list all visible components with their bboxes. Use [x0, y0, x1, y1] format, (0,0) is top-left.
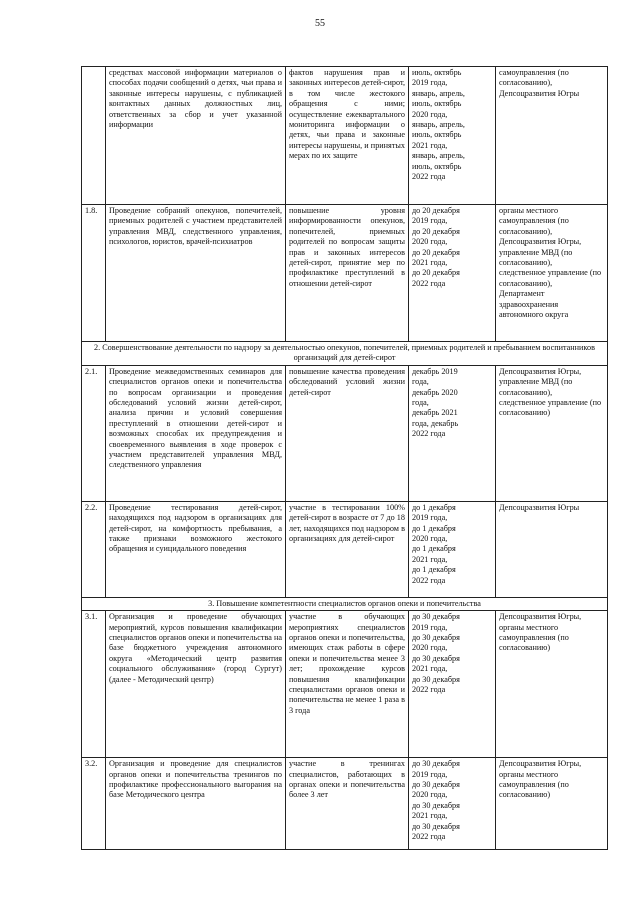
cell-line: июль, октябрь	[412, 68, 462, 77]
cell-line: 2019 года,	[412, 622, 448, 632]
section-header	[82, 597, 608, 610]
event-cell: средствах массовой информации материалов о способах подачи сообщений о детях, чьи права и законные интересы нарушены, с публикацией контактных данных должностных лиц, ответственных за сбор и учет указанной информации	[106, 67, 286, 205]
cell-line: органы местного самоуправления (по согласованию)	[499, 769, 569, 800]
cell-line: до 30 декабря	[412, 780, 460, 790]
cell-line: 2020 года,	[412, 790, 448, 800]
cell-line: 2020 года,	[412, 109, 448, 119]
cell-line: 2022 года	[412, 172, 446, 182]
result-cell: повышение уровня информированности опекунов, попечителей, приемных родителей по вопросам защиты прав и законных интересов детей-сирот, принятие мер по профилактике преступлений в отношении детей-сирот	[286, 205, 409, 342]
cell-line: 2022 года	[412, 832, 446, 842]
cell-line: управление МВД (по согласованию),	[499, 247, 573, 268]
cell-line: следственное управление (по согласованию)	[499, 398, 602, 418]
cell-line: январь, апрель,	[412, 120, 465, 130]
cell-line: до 30 декабря	[412, 821, 460, 831]
cell-line: 2019 года,	[412, 513, 448, 523]
table-row	[82, 205, 608, 342]
dates-cell	[409, 611, 496, 758]
cell-line: июль, октябрь	[412, 130, 462, 140]
event-cell: Проведение межведомственных семинаров для специалистов органов опеки и попечительства по вопросам организации и проведения обследований условий жизни детей-сирот, анализа причин и условий совершения преступлений в отношении детей-сирот и возможных способах их предупреждения и своевременного выявления в ходе проверок с участием представителей управления МВД, следственного управления	[106, 365, 286, 501]
cell-line: управление МВД (по согласованию),	[499, 377, 573, 397]
row-number: 2.2.	[82, 501, 106, 597]
section-title: 3. Повышение компетентности специалистов органов опеки и попечительства	[82, 597, 608, 610]
cell-line: 2020 года,	[412, 237, 448, 247]
cell-line: до 20 декабря	[412, 247, 460, 257]
cell-line: Депсоцразвития Югры,	[499, 612, 582, 622]
row-number: 2.1.	[82, 365, 106, 501]
executors-cell	[496, 205, 608, 342]
cell-line: 2022 года	[412, 685, 446, 695]
cell-line: до 1 декабря	[412, 565, 456, 575]
cell-line: года,	[412, 377, 429, 387]
event-cell: Организация и проведение обучающих мероприятий, курсов повышения квалификации специалистов органов опеки и попечительства на базе бюджетного учреждения автономного округа «Методический центр развития социального обслуживания» (город Сургут) (далее - Методический центр)	[106, 611, 286, 758]
dates-cell	[409, 501, 496, 597]
cell-line: органы местного самоуправления (по согласованию)	[499, 622, 569, 653]
section-header	[82, 342, 608, 366]
row-number: 3.2.	[82, 758, 106, 850]
cell-line: 2019 года,	[412, 78, 448, 88]
row-number: 1.8.	[82, 205, 106, 342]
dates-cell	[409, 205, 496, 342]
result-cell: участие в обучающих мероприятиях специалистов органов опеки и попечительства, имеющих стаж работы в сфере опеки и попечительства менее 3 лет; прохождение курсов повышения квалификации специалистами органов опеки и попечительства не менее 1 раза в 3 года	[286, 611, 409, 758]
cell-line: до 30 декабря	[412, 612, 460, 622]
cell-line: Депсоцразвития Югры,	[499, 366, 582, 376]
cell-line: декабрь 2020	[412, 387, 458, 397]
event-cell: Проведение собраний опекунов, попечителей, приемных родителей с участием представителей управления МВД, следственного управления, психологов, юристов, врачей-психиатров	[106, 205, 286, 342]
cell-line: до 30 декабря	[412, 653, 460, 663]
table-row	[82, 611, 608, 758]
row-number	[82, 67, 106, 205]
cell-line: январь, апрель,	[412, 151, 465, 161]
cell-line: до 30 декабря	[412, 633, 460, 643]
result-cell: участие в тестировании 100% детей-сирот в возрасте от 7 до 18 лет, находящихся под надзором в организациях для детей-сирот	[286, 501, 409, 597]
cell-line: до 1 декабря	[412, 502, 456, 512]
cell-line: до 20 декабря	[412, 226, 460, 236]
cell-line: Депсоцразвития Югры	[499, 88, 580, 98]
cell-line: до 20 декабря	[412, 206, 460, 215]
cell-line: 2021 года,	[412, 811, 448, 821]
result-cell: повышение качества проведения обследований условий жизни детей-сирот	[286, 365, 409, 501]
cell-line: июль, октябрь	[412, 161, 462, 171]
cell-line: самоуправления (по согласованию),	[499, 68, 569, 88]
row-number: 3.1.	[82, 611, 106, 758]
table-row	[82, 365, 608, 501]
cell-line: следственное управление (по согласованию),	[499, 268, 602, 288]
cell-line: органы местного самоуправления (по согласованию),	[499, 206, 569, 236]
cell-line: 2021 года,	[412, 258, 448, 268]
cell-line: 2022 года	[412, 429, 446, 439]
cell-line: декабрь 2019	[412, 366, 458, 376]
executors-cell	[496, 67, 608, 205]
cell-line: 2020 года,	[412, 534, 448, 544]
result-cell: участие в тренингах специалистов, работающих в органах опеки и попечительства более 3 лет	[286, 758, 409, 850]
page-number: 55	[315, 18, 325, 29]
cell-line: 2021 года,	[412, 554, 448, 564]
event-cell: Организация и проведение для специалистов органов опеки и попечительства тренингов по профилактике профессионального выгорания на базе Методического центра	[106, 758, 286, 850]
cell-line: Депсоцразвития Югры	[499, 502, 580, 512]
result-cell: фактов нарушения прав и законных интересов детей-сирот, в том числе жестокого обращения с ними; осуществление ежеквартального мониторинга информации о детях, чьи права и законные интересы нарушены, и принятых мерах по их защите	[286, 67, 409, 205]
executors-cell	[496, 611, 608, 758]
dates-cell	[409, 758, 496, 850]
dates-cell	[409, 365, 496, 501]
cell-line: январь, апрель,	[412, 88, 465, 98]
cell-line: 2021 года,	[412, 140, 448, 150]
table-row	[82, 758, 608, 850]
cell-line: года,	[412, 398, 429, 408]
table-row	[82, 501, 608, 597]
cell-line: 2020 года,	[412, 643, 448, 653]
cell-line: Депсоцразвития Югры,	[499, 759, 582, 769]
cell-line: декабрь 2021	[412, 408, 458, 418]
cell-line: Депсоцразвития Югры,	[499, 237, 582, 247]
cell-line: до 1 декабря	[412, 544, 456, 554]
cell-line: 2022 года	[412, 575, 446, 585]
cell-line: до 30 декабря	[412, 674, 460, 684]
cell-line: до 1 декабря	[412, 523, 456, 533]
executors-cell	[496, 501, 608, 597]
cell-line: до 30 декабря	[412, 800, 460, 810]
dates-cell	[409, 67, 496, 205]
table-row	[82, 67, 608, 205]
cell-line: года, декабрь	[412, 418, 459, 428]
executors-cell	[496, 365, 608, 501]
event-cell: Проведение тестирования детей-сирот, находящихся под надзором в организациях для детей-сирот, на комфортность пребывания, а также признаки возможного жестокого обращения и суицидального поведения	[106, 501, 286, 597]
cell-line: 2022 года	[412, 278, 446, 288]
cell-line: Департамент здравоохранения автономного округа	[499, 289, 569, 320]
section-title: 2. Совершенствование деятельности по надзору за деятельностью опекунов, попечителей, приемных родителей и пребыванием воспитанников организаций для детей-сирот	[82, 342, 608, 366]
executors-cell	[496, 758, 608, 850]
cell-line: до 20 декабря	[412, 268, 460, 278]
cell-line: до 30 декабря	[412, 759, 460, 769]
cell-line: 2019 года,	[412, 769, 448, 779]
measures-table	[81, 66, 608, 850]
cell-line: 2019 года,	[412, 216, 448, 226]
cell-line: июль, октябрь	[412, 99, 462, 109]
cell-line: 2021 года,	[412, 664, 448, 674]
